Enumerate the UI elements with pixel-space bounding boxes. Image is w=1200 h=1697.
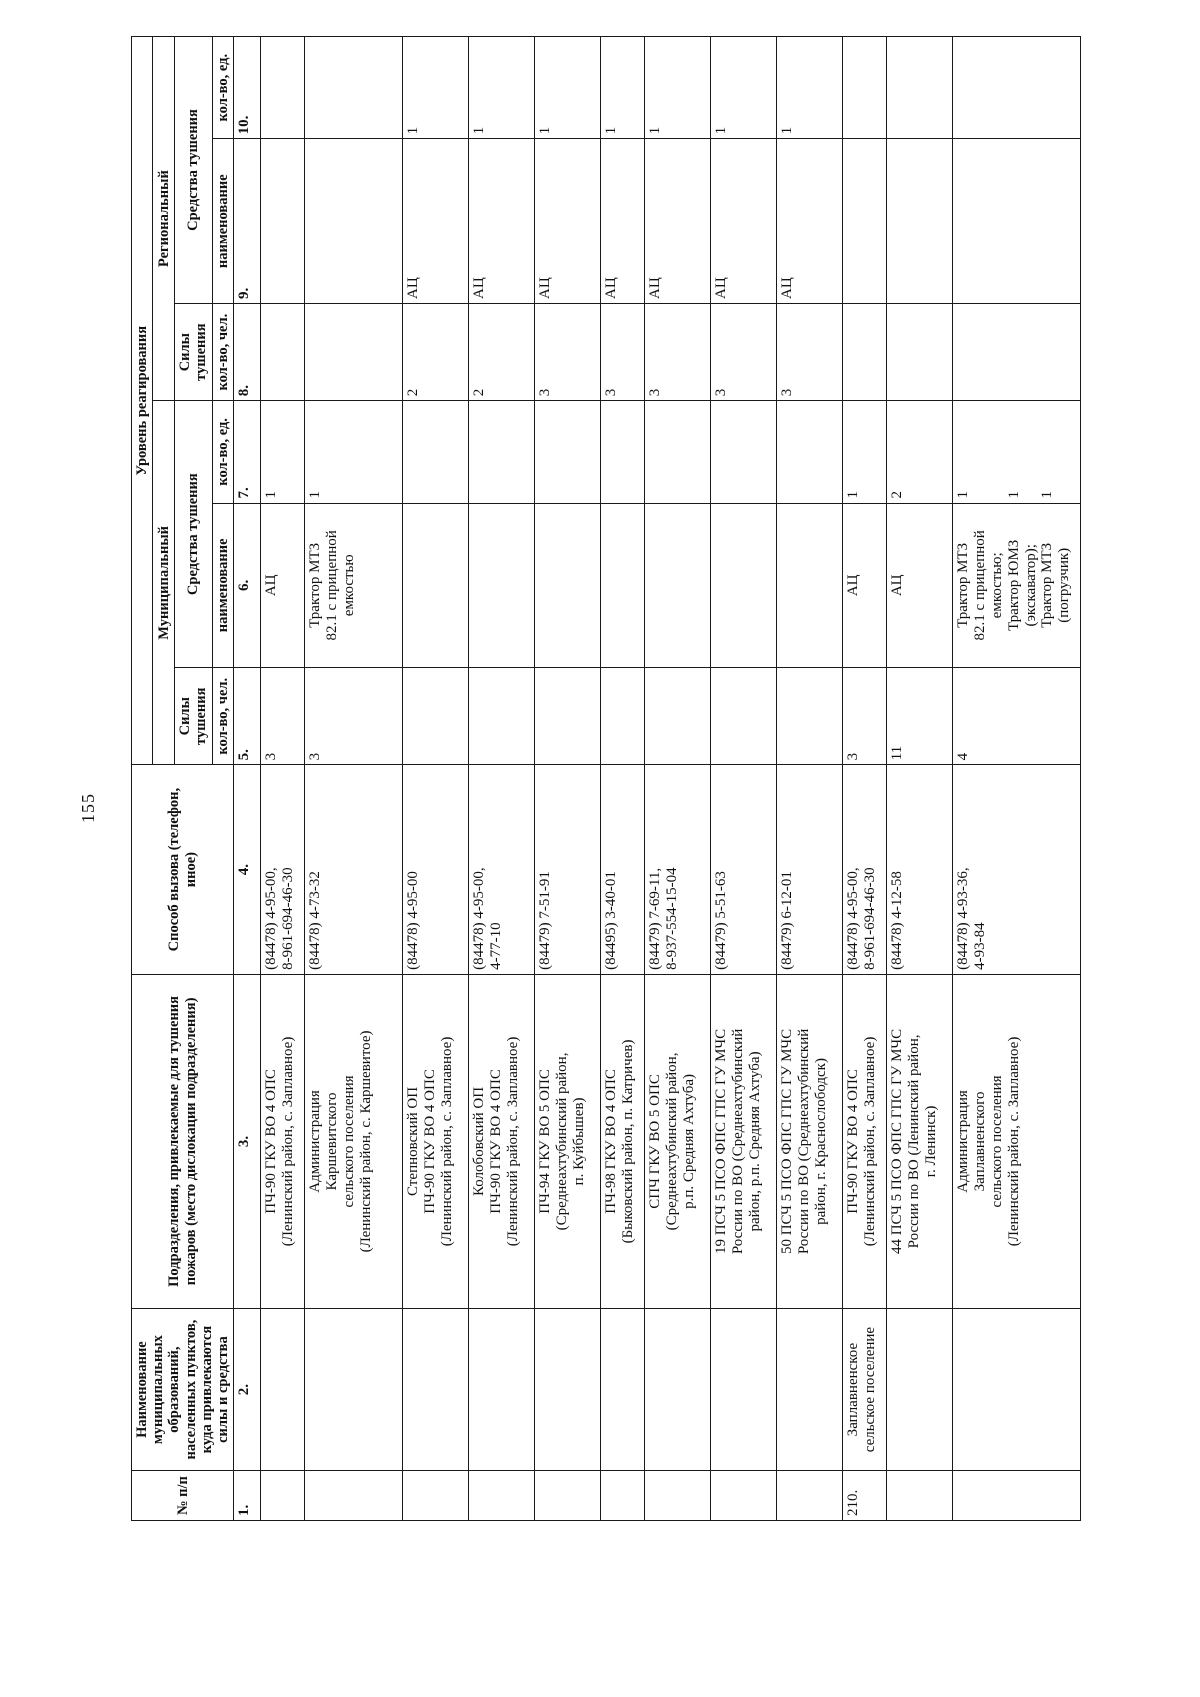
municipal-forces-cell [469, 668, 535, 765]
regional-means-cell: АЦ [645, 139, 711, 304]
rotated-table-container [131, 36, 1101, 1521]
municipal-qty-cell: 1 [305, 401, 403, 503]
phone-cell: (84479) 7-51-91 [535, 765, 601, 974]
header-m-qty-people: кол-во, чел. [212, 668, 234, 765]
municipality-cell [305, 1309, 403, 1471]
regional-means-cell [843, 139, 887, 304]
col-number: 2. [234, 1309, 261, 1471]
row-number [645, 1471, 711, 1521]
municipality-cell [403, 1309, 469, 1471]
fire-response-table [131, 36, 1081, 1521]
table-row [469, 37, 535, 1521]
header-municipal: Муниципальный [153, 401, 174, 765]
table-body [261, 37, 1081, 1521]
row-number [777, 1471, 843, 1521]
col-number: 7. [234, 401, 261, 503]
row-number [305, 1471, 403, 1521]
municipality-cell [645, 1309, 711, 1471]
unit-cell: ПЧ-94 ГКУ ВО 5 ОПС (Среднеахтубинский район, п. Куйбышев) [535, 974, 601, 1308]
phone-cell: (84478) 4-95-00, 8-961-694-46-30 [261, 765, 305, 974]
row-number [535, 1471, 601, 1521]
municipal-qty-cell [645, 401, 711, 503]
regional-forces-cell [305, 304, 403, 401]
municipality-cell [777, 1309, 843, 1471]
regional-qty-cell [953, 37, 1081, 139]
regional-qty-cell: 1 [645, 37, 711, 139]
row-number: 210. [843, 1471, 887, 1521]
header-municipality: Наименование муниципальных образований, населенных пунктов, куда привлекаются силы и средства [132, 1309, 234, 1471]
table-row [953, 37, 1081, 1521]
table-row [887, 37, 953, 1521]
municipal-means-cell: АЦ [887, 503, 953, 668]
municipal-means-cell: Трактор МТЗ 82.1 с прицепной емкостью [305, 503, 403, 668]
municipal-qty-cell [777, 401, 843, 503]
municipal-forces-cell: 4 [953, 668, 1081, 765]
row-number [711, 1471, 777, 1521]
header-call: Способ вызова (телефон, иное) [132, 765, 234, 974]
header-r-forces: Силы тушения [174, 304, 212, 401]
municipality-cell: Заплавненское сельское поселение [843, 1309, 887, 1471]
page-number: 155 [77, 793, 98, 823]
municipal-forces-cell [601, 668, 645, 765]
regional-means-cell: АЦ [469, 139, 535, 304]
regional-forces-cell: 3 [535, 304, 601, 401]
municipality-cell [711, 1309, 777, 1471]
row-number [601, 1471, 645, 1521]
col-number: 3. [234, 974, 261, 1308]
col-number: 1. [234, 1471, 261, 1521]
regional-qty-cell: 1 [469, 37, 535, 139]
header-r-means: Средства тушения [174, 37, 212, 304]
municipal-qty-cell: 1 1 1 [953, 401, 1081, 503]
municipal-means-cell [469, 503, 535, 668]
regional-forces-cell: 3 [711, 304, 777, 401]
regional-forces-cell: 2 [469, 304, 535, 401]
regional-forces-cell: 3 [645, 304, 711, 401]
header-m-name: наименование [212, 503, 234, 668]
phone-cell: (84479) 7-69-11, 8-937-554-15-04 [645, 765, 711, 974]
phone-cell: (84478) 4-95-00 [403, 765, 469, 974]
regional-means-cell [261, 139, 305, 304]
municipal-means-cell: Трактор МТЗ 82.1 с прицепной емкостью; Трактор ЮМЗ (экскаватор); Трактор МТЗ (погрузчик) [953, 503, 1081, 668]
header-regional: Региональный [153, 37, 174, 401]
municipal-means-cell [711, 503, 777, 668]
regional-means-cell: АЦ [777, 139, 843, 304]
regional-means-cell: АЦ [711, 139, 777, 304]
regional-qty-cell [261, 37, 305, 139]
regional-forces-cell: 3 [777, 304, 843, 401]
municipal-forces-cell [403, 668, 469, 765]
unit-cell: ПЧ-90 ГКУ ВО 4 ОПС (Ленинский район, с. Заплавное) [261, 974, 305, 1308]
regional-qty-cell [305, 37, 403, 139]
phone-cell: (84478) 4-95-00, 4-77-10 [469, 765, 535, 974]
municipal-qty-cell [403, 401, 469, 503]
regional-forces-cell [887, 304, 953, 401]
regional-qty-cell: 1 [403, 37, 469, 139]
row-number [469, 1471, 535, 1521]
row-number [887, 1471, 953, 1521]
municipal-means-cell [777, 503, 843, 668]
regional-means-cell [953, 139, 1081, 304]
header-m-means: Средства тушения [174, 401, 212, 668]
municipal-forces-cell: 3 [305, 668, 403, 765]
regional-forces-cell: 2 [403, 304, 469, 401]
col-number: 4. [234, 765, 261, 974]
header-r-qty-units: кол-во, ед. [212, 37, 234, 139]
regional-means-cell [887, 139, 953, 304]
regional-means-cell: АЦ [403, 139, 469, 304]
municipal-forces-cell: 11 [887, 668, 953, 765]
column-number-row [234, 37, 261, 1521]
table-row [843, 37, 887, 1521]
municipal-means-cell [645, 503, 711, 668]
header-r-qty-people: кол-во, чел. [212, 304, 234, 401]
unit-cell: 19 ПСЧ 5 ПСО ФПС ГПС ГУ МЧС России по ВО (Среднеахтубинский район, р.п. Средняя Ахтуба) [711, 974, 777, 1308]
table-row [645, 37, 711, 1521]
header-m-qty-units: кол-во, ед. [212, 401, 234, 503]
municipal-forces-cell [535, 668, 601, 765]
row-number [953, 1471, 1081, 1521]
regional-qty-cell: 1 [777, 37, 843, 139]
regional-qty-cell: 1 [535, 37, 601, 139]
municipal-means-cell [601, 503, 645, 668]
municipal-qty-cell [469, 401, 535, 503]
municipal-qty-cell [601, 401, 645, 503]
municipal-forces-cell [711, 668, 777, 765]
phone-cell: (84478) 4-93-36, 4-93-84 [953, 765, 1081, 974]
col-number: 8. [234, 304, 261, 401]
municipal-means-cell [535, 503, 601, 668]
table-row [261, 37, 305, 1521]
municipal-means-cell [403, 503, 469, 668]
header-no: № п/п [132, 1471, 234, 1521]
regional-forces-cell [953, 304, 1081, 401]
header-row-1 [132, 37, 153, 1521]
col-number: 10. [234, 37, 261, 139]
unit-cell: 50 ПСЧ 5 ПСО ФПС ГПС ГУ МЧС России по ВО (Среднеахтубинский район, г. Краснослободск) [777, 974, 843, 1308]
municipality-cell [953, 1309, 1081, 1471]
unit-cell: Колобовский ОП ПЧ-90 ГКУ ВО 4 ОПС (Ленинский район, с. Заплавное) [469, 974, 535, 1308]
municipality-cell [469, 1309, 535, 1471]
municipal-forces-cell: 3 [843, 668, 887, 765]
phone-cell: (84478) 4-95-00, 8-961-694-46-30 [843, 765, 887, 974]
table-row [777, 37, 843, 1521]
unit-cell: Администрация Заплавненского сельского поселения (Ленинский район, с. Заплавное) [953, 974, 1081, 1308]
regional-qty-cell: 1 [711, 37, 777, 139]
municipal-means-cell: АЦ [261, 503, 305, 668]
municipality-cell [261, 1309, 305, 1471]
header-r-name: наименование [212, 139, 234, 304]
municipal-qty-cell [535, 401, 601, 503]
municipal-qty-cell: 1 [261, 401, 305, 503]
municipal-qty-cell [711, 401, 777, 503]
unit-cell: ПЧ-90 ГКУ ВО 4 ОПС (Ленинский район, с. Заплавное) [843, 974, 887, 1308]
header-units: Подразделения, привлекаемые для тушения пожаров (место дислокации подразделения) [132, 974, 234, 1308]
municipal-forces-cell [777, 668, 843, 765]
table-row [305, 37, 403, 1521]
phone-cell: (84478) 4-73-32 [305, 765, 403, 974]
municipal-forces-cell: 3 [261, 668, 305, 765]
phone-cell: (84479) 6-12-01 [777, 765, 843, 974]
row-number [403, 1471, 469, 1521]
table-row [711, 37, 777, 1521]
regional-qty-cell [843, 37, 887, 139]
municipal-forces-cell [645, 668, 711, 765]
table-row [601, 37, 645, 1521]
col-number: 6. [234, 503, 261, 668]
municipality-cell [887, 1309, 953, 1471]
regional-forces-cell [261, 304, 305, 401]
unit-cell: Администрация Каршевитского сельского поселения (Ленинский район, с. Каршевитое) [305, 974, 403, 1308]
unit-cell: 44 ПСЧ 5 ПСО ФПС ГПС ГУ МЧС России по ВО (Ленинский район, г. Ленинск) [887, 974, 953, 1308]
row-number [261, 1471, 305, 1521]
municipality-cell [601, 1309, 645, 1471]
unit-cell: СПЧ ГКУ ВО 5 ОПС (Среднеахтубинский район, р.п. Средняя Ахтуба) [645, 974, 711, 1308]
col-number: 5. [234, 668, 261, 765]
header-m-forces: Силы тушения [174, 668, 212, 765]
regional-forces-cell: 3 [601, 304, 645, 401]
regional-means-cell: АЦ [535, 139, 601, 304]
regional-means-cell [305, 139, 403, 304]
regional-qty-cell: 1 [601, 37, 645, 139]
phone-cell: (84479) 5-51-63 [711, 765, 777, 974]
municipal-qty-cell: 2 [887, 401, 953, 503]
municipal-qty-cell: 1 [843, 401, 887, 503]
regional-means-cell: АЦ [601, 139, 645, 304]
phone-cell: (84495) 3-40-01 [601, 765, 645, 974]
col-number: 9. [234, 139, 261, 304]
table-row [403, 37, 469, 1521]
table-row [535, 37, 601, 1521]
unit-cell: Степновский ОП ПЧ-90 ГКУ ВО 4 ОПС (Ленинский район, с. Заплавное) [403, 974, 469, 1308]
regional-qty-cell [887, 37, 953, 139]
header-level: Уровень реагирования [132, 37, 153, 765]
phone-cell: (84478) 4-12-58 [887, 765, 953, 974]
municipality-cell [535, 1309, 601, 1471]
unit-cell: ПЧ-98 ГКУ ВО 4 ОПС (Быковский район, п. Катричев) [601, 974, 645, 1308]
regional-forces-cell [843, 304, 887, 401]
municipal-means-cell: АЦ [843, 503, 887, 668]
